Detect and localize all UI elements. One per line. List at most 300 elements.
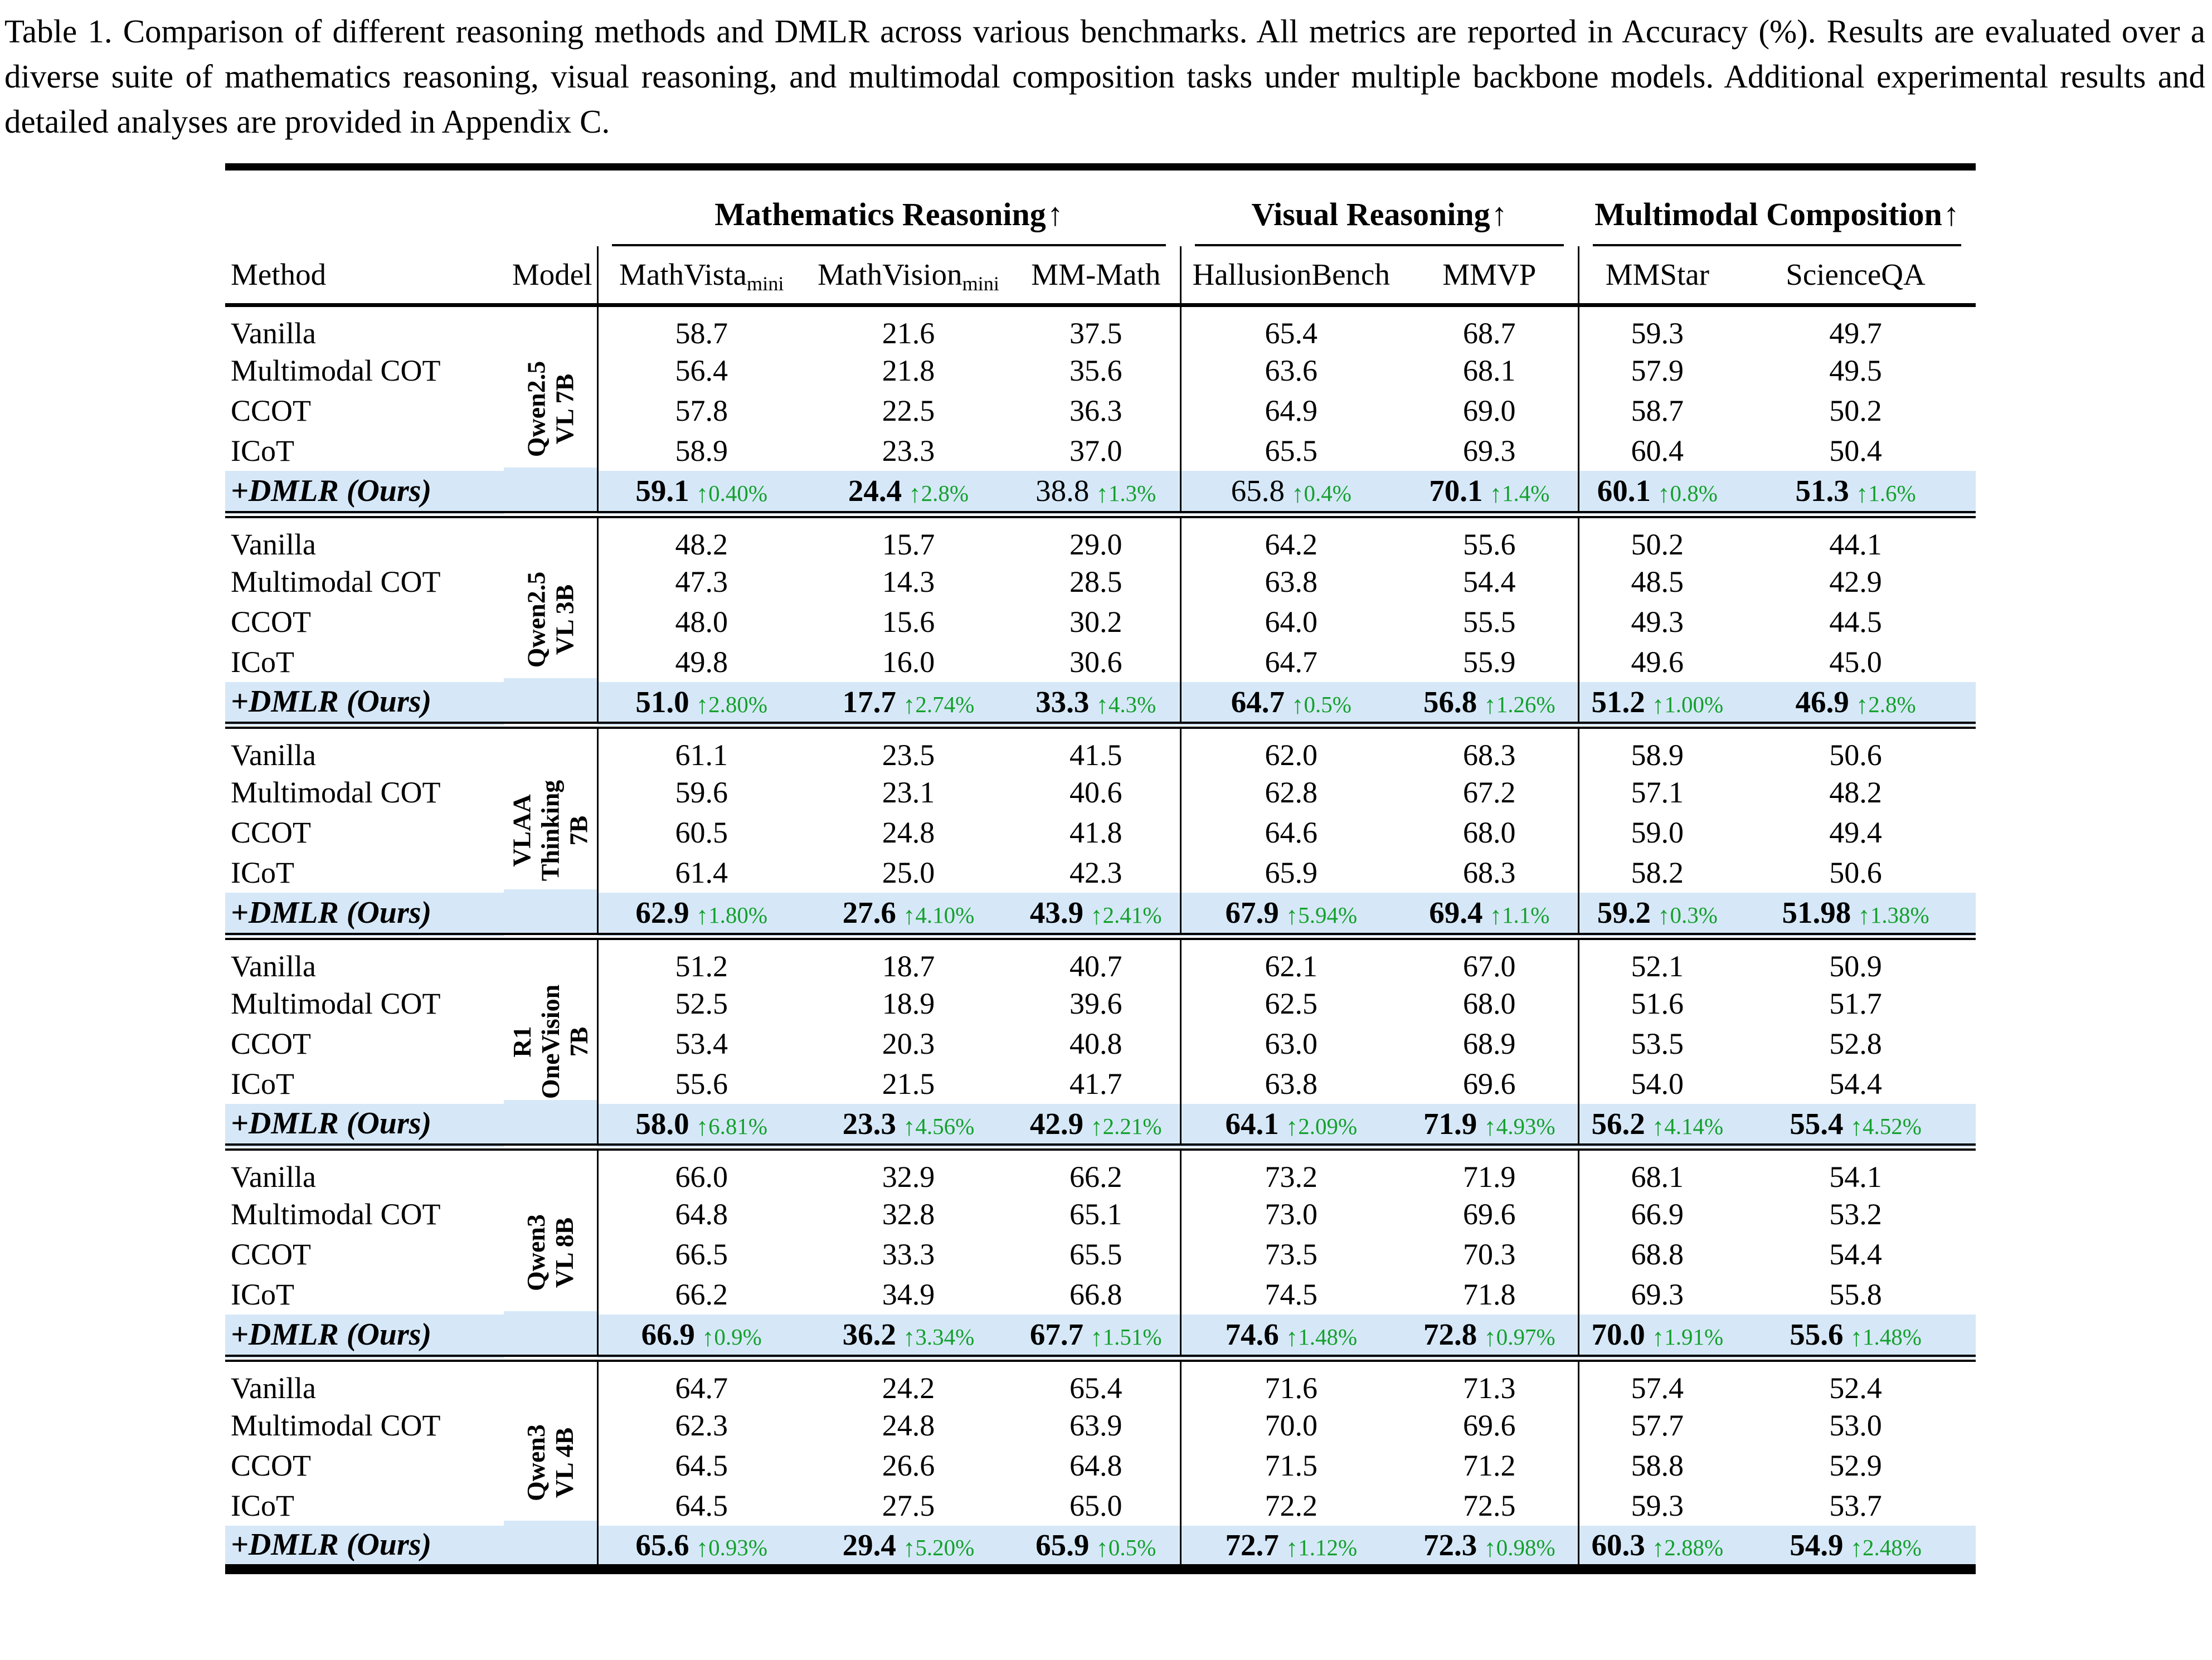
- method-row: [225, 1064, 1976, 1104]
- metric-value: 60.4: [1578, 431, 1735, 471]
- metric-value: 49.8: [597, 642, 805, 682]
- metric-value: 57.9: [1578, 351, 1735, 391]
- metric-value: 47.3: [597, 562, 805, 602]
- dmlr-value: 54.9: [1790, 1527, 1844, 1562]
- model-name-line: VL 4B: [550, 1427, 579, 1498]
- metric-value: 55.8: [1829, 1278, 1882, 1311]
- dmlr-metric-cell: [1578, 682, 1735, 726]
- dmlr-row: [225, 1104, 1976, 1147]
- metric-value: 33.3: [882, 1238, 935, 1271]
- metric-value: 68.1: [1463, 354, 1516, 387]
- method-row: [225, 726, 1976, 773]
- method-label: Multimodal COT: [231, 1197, 441, 1231]
- group-title: Multimodal Composition: [1594, 196, 1942, 232]
- metric-value: 59.3: [1578, 305, 1735, 351]
- dmlr-value: 51.0: [635, 684, 689, 719]
- up-arrow-icon: ↑: [902, 1323, 916, 1352]
- metric-value: 50.4: [1829, 434, 1882, 468]
- dmlr-method-label: +DMLR (Ours): [225, 1104, 504, 1147]
- dmlr-delta-percent: 2.88%: [1664, 1534, 1724, 1560]
- dmlr-delta-percent: 2.21%: [1102, 1113, 1162, 1139]
- dmlr-value: 65.9: [1035, 1527, 1090, 1562]
- dmlr-delta-percent: 0.98%: [1496, 1534, 1555, 1560]
- up-arrow-icon: ↑: [902, 1112, 916, 1141]
- dmlr-method-label: +DMLR (Ours): [225, 682, 504, 726]
- dmlr-value: 60.1: [1597, 474, 1651, 508]
- dmlr-metric-cell: [1012, 1315, 1180, 1358]
- metric-value: 24.8: [882, 816, 935, 849]
- metric-value: 57.1: [1578, 772, 1735, 812]
- metric-value: 60.5: [597, 812, 805, 853]
- col-header-mm-math: MM-Math: [1012, 246, 1180, 305]
- method-label: ICoT: [231, 434, 294, 468]
- metric-value: 40.8: [1069, 1026, 1122, 1060]
- dmlr-improvement: [1645, 1113, 1723, 1139]
- metric-value: 71.2: [1463, 1448, 1516, 1482]
- metric-value: 27.5: [882, 1488, 935, 1522]
- model-label-rotated: [504, 305, 597, 515]
- up-arrow-icon: ↑: [1489, 902, 1502, 930]
- dmlr-metric-cell: [1180, 682, 1401, 726]
- dmlr-improvement: [1083, 1324, 1161, 1350]
- dmlr-value: 62.9: [635, 895, 689, 930]
- metric-value: 59.3: [1578, 1486, 1735, 1526]
- dmlr-value: 56.2: [1591, 1106, 1645, 1141]
- dmlr-metric-cell: [1735, 682, 1976, 726]
- dmlr-metric-cell: [1401, 1315, 1578, 1358]
- dmlr-delta-percent: 1.1%: [1501, 902, 1550, 928]
- method-label: Vanilla: [231, 1371, 316, 1405]
- metric-value: 64.8: [1069, 1448, 1122, 1482]
- dmlr-value: 51.98: [1782, 895, 1851, 930]
- metric-value: 71.3: [1463, 1371, 1516, 1405]
- up-arrow-icon: ↑: [902, 902, 916, 930]
- up-arrow-icon: ↑: [1285, 902, 1299, 930]
- metric-value: 62.5: [1180, 984, 1401, 1024]
- model-label-rotated: [504, 1147, 597, 1359]
- dmlr-delta-percent: 5.20%: [915, 1534, 975, 1560]
- method-row: [225, 1024, 1976, 1064]
- dmlr-improvement: [1645, 692, 1723, 717]
- group-header-multimodal-composition: [1578, 167, 1976, 246]
- dmlr-improvement: [1285, 480, 1351, 506]
- metric-value: 55.6: [1463, 527, 1516, 561]
- metric-value: 45.0: [1829, 645, 1882, 679]
- dmlr-metric-cell: [1735, 471, 1976, 514]
- metric-value: 20.3: [882, 1026, 935, 1060]
- method-label: Multimodal COT: [231, 986, 441, 1020]
- dmlr-value: 42.9: [1029, 1106, 1084, 1141]
- metric-value: 21.5: [882, 1067, 935, 1101]
- method-row: [225, 391, 1976, 431]
- dmlr-metric-cell: [1578, 1315, 1735, 1358]
- dmlr-improvement: [1849, 480, 1916, 506]
- dmlr-value: 36.2: [842, 1317, 896, 1352]
- metric-value: 63.8: [1180, 562, 1401, 602]
- results-table: [225, 163, 1976, 1574]
- metric-value: 72.5: [1463, 1488, 1516, 1522]
- dmlr-value: 29.4: [842, 1527, 896, 1562]
- dmlr-metric-cell: [805, 682, 1012, 726]
- col-header-model: Model: [504, 246, 597, 305]
- dmlr-value: 67.7: [1029, 1317, 1084, 1352]
- metric-value: 73.2: [1180, 1147, 1401, 1195]
- dmlr-value: 64.7: [1231, 684, 1285, 719]
- metric-value: 65.5: [1069, 1238, 1122, 1271]
- dmlr-metric-cell: [1012, 1104, 1180, 1147]
- up-arrow-icon: ↑: [1096, 690, 1109, 719]
- metric-value: 18.7: [882, 949, 935, 983]
- dmlr-delta-percent: 4.14%: [1664, 1113, 1724, 1139]
- up-arrow-icon: ↑: [1285, 1534, 1299, 1562]
- metric-value: 68.8: [1578, 1234, 1735, 1274]
- metric-value: 54.4: [1829, 1067, 1882, 1101]
- dmlr-delta-percent: 1.48%: [1298, 1324, 1358, 1350]
- dmlr-delta-percent: 3.34%: [915, 1324, 975, 1350]
- col-header-mmvp: MMVP: [1401, 246, 1578, 305]
- dmlr-metric-cell: [805, 1315, 1012, 1358]
- metric-value: 71.6: [1180, 1358, 1401, 1405]
- dmlr-delta-percent: 0.9%: [714, 1324, 762, 1350]
- method-label: ICoT: [231, 1278, 294, 1311]
- metric-value: 58.2: [1578, 853, 1735, 893]
- metric-value: 64.6: [1180, 812, 1401, 853]
- dmlr-method-label: +DMLR (Ours): [225, 1526, 504, 1569]
- dmlr-delta-percent: 0.93%: [708, 1534, 768, 1560]
- col-header-mathvision: MathVision$_{mini}$: [805, 246, 1012, 305]
- model-block: [225, 514, 1976, 726]
- metric-value: 58.8: [1578, 1445, 1735, 1486]
- metric-value: 52.8: [1829, 1026, 1882, 1060]
- up-arrow-icon: ↑: [1090, 1323, 1103, 1352]
- up-arrow-icon: ↑: [696, 480, 709, 508]
- dmlr-metric-cell: [1735, 893, 1976, 936]
- dmlr-metric-cell: [1401, 682, 1578, 726]
- metric-value: 51.7: [1829, 986, 1882, 1020]
- up-arrow-icon: ↑: [1651, 1112, 1665, 1141]
- dmlr-value: 60.3: [1591, 1527, 1645, 1562]
- group-title: Visual Reasoning: [1251, 196, 1490, 232]
- model-name-line: VL 8B: [550, 1217, 579, 1288]
- metric-value: 55.6: [597, 1064, 805, 1104]
- dmlr-metric-cell: [1735, 1104, 1976, 1147]
- metric-value: 52.1: [1578, 936, 1735, 984]
- metric-value: 69.3: [1578, 1274, 1735, 1315]
- dmlr-value: 69.4: [1429, 895, 1483, 930]
- method-label: Vanilla: [231, 738, 316, 772]
- dmlr-value: 51.2: [1591, 684, 1645, 719]
- metric-value: 68.1: [1578, 1147, 1735, 1195]
- metric-value: 67.0: [1463, 949, 1516, 983]
- dmlr-metric-cell: [1578, 1526, 1735, 1569]
- dmlr-metric-cell: [597, 1104, 805, 1147]
- dmlr-delta-percent: 4.10%: [915, 902, 975, 928]
- metric-value: 54.1: [1829, 1160, 1882, 1194]
- method-row: [225, 1147, 1976, 1195]
- dmlr-improvement: [1279, 1535, 1357, 1560]
- dmlr-value: 65.6: [635, 1527, 689, 1562]
- dmlr-improvement: [902, 480, 969, 506]
- dmlr-delta-percent: 2.74%: [915, 691, 975, 717]
- col-header-mmstar: MMStar: [1578, 246, 1735, 305]
- dmlr-improvement: [689, 480, 767, 506]
- dmlr-improvement: [1851, 902, 1929, 928]
- up-arrow-icon: ↑: [696, 1112, 709, 1141]
- metric-value: 53.4: [597, 1024, 805, 1064]
- method-row: [225, 642, 1976, 682]
- dmlr-metric-cell: [1735, 1315, 1976, 1358]
- dmlr-method-label: +DMLR (Ours): [225, 893, 504, 936]
- method-label: Multimodal COT: [231, 564, 441, 598]
- up-arrow-icon: ↑: [1491, 196, 1508, 232]
- method-row: [225, 984, 1976, 1024]
- metric-value: 54.4: [1829, 1238, 1882, 1271]
- metric-value: 48.2: [1829, 776, 1882, 809]
- up-arrow-icon: ↑: [1943, 196, 1960, 232]
- dmlr-improvement: [1477, 1324, 1555, 1350]
- dmlr-value: 67.9: [1225, 895, 1279, 930]
- metric-value: 41.7: [1069, 1067, 1122, 1101]
- dmlr-improvement: [1089, 692, 1156, 717]
- metric-value: 41.8: [1069, 816, 1122, 849]
- up-arrow-icon: ↑: [1855, 690, 1869, 719]
- dmlr-delta-percent: 1.38%: [1870, 902, 1929, 928]
- method-row: [225, 431, 1976, 471]
- dmlr-improvement: [896, 1324, 974, 1350]
- dmlr-improvement: [896, 1113, 974, 1139]
- dmlr-delta-percent: 1.26%: [1496, 691, 1555, 717]
- col-header-hallusionbench: HallusionBench: [1180, 246, 1401, 305]
- metric-value: 51.2: [597, 936, 805, 984]
- metric-value: 57.4: [1578, 1358, 1735, 1405]
- up-arrow-icon: ↑: [1484, 1323, 1496, 1352]
- metric-value: 62.1: [1180, 936, 1401, 984]
- metric-value: 42.9: [1829, 564, 1882, 598]
- metric-value: 30.6: [1069, 645, 1122, 679]
- dmlr-metric-cell: [805, 471, 1012, 514]
- metric-value: 50.6: [1829, 738, 1882, 772]
- dmlr-metric-cell: [1012, 682, 1180, 726]
- model-block: [225, 1358, 1976, 1569]
- results-table-wrap: [225, 163, 1976, 1574]
- metric-value: 73.5: [1180, 1234, 1401, 1274]
- model-name-line: VL 3B: [550, 584, 579, 655]
- dmlr-metric-cell: [1401, 893, 1578, 936]
- metric-value: 61.4: [597, 853, 805, 893]
- model-label-rotated: [504, 1358, 597, 1569]
- metric-value: 48.0: [597, 602, 805, 642]
- dmlr-metric-cell: [1180, 1315, 1401, 1358]
- dmlr-method-label: +DMLR (Ours): [225, 471, 504, 514]
- method-label: CCOT: [231, 605, 312, 639]
- metric-value: 64.2: [1180, 514, 1401, 562]
- dmlr-metric-cell: [1735, 1526, 1976, 1569]
- metric-value: 49.3: [1578, 602, 1735, 642]
- method-row: [225, 562, 1976, 602]
- metric-value: 52.4: [1829, 1371, 1882, 1405]
- method-label: ICoT: [231, 645, 294, 679]
- dmlr-metric-cell: [1012, 893, 1180, 936]
- dmlr-improvement: [1279, 902, 1357, 928]
- metric-value: 74.5: [1180, 1274, 1401, 1315]
- method-label: ICoT: [231, 856, 294, 889]
- metric-value: 64.8: [597, 1194, 805, 1234]
- dmlr-improvement: [1083, 1113, 1161, 1139]
- col-header-mathvista: MathVista$_{mini}$: [597, 246, 805, 305]
- metric-value: 37.5: [1069, 317, 1122, 350]
- metric-value: 65.4: [1180, 305, 1401, 351]
- dmlr-delta-percent: 4.93%: [1496, 1113, 1555, 1139]
- dmlr-metric-cell: [1401, 1104, 1578, 1147]
- metric-value: 52.5: [597, 984, 805, 1024]
- metric-value: 49.5: [1829, 354, 1882, 387]
- dmlr-improvement: [689, 692, 767, 717]
- dmlr-improvement: [1645, 1535, 1723, 1560]
- metric-value: 37.0: [1069, 434, 1122, 468]
- metric-value: 68.0: [1463, 816, 1516, 849]
- dmlr-method-label: +DMLR (Ours): [225, 1315, 504, 1358]
- up-arrow-icon: ↑: [696, 690, 709, 719]
- metric-value: 58.9: [1578, 726, 1735, 773]
- dmlr-improvement: [1645, 1324, 1723, 1350]
- model-name-line: 7B: [564, 815, 593, 846]
- dmlr-delta-percent: 1.51%: [1102, 1324, 1162, 1350]
- metric-value: 69.6: [1463, 1067, 1516, 1101]
- dmlr-delta-percent: 5.94%: [1298, 902, 1358, 928]
- metric-value: 68.9: [1463, 1026, 1516, 1060]
- method-label: CCOT: [231, 1026, 312, 1060]
- metric-value: 61.1: [597, 726, 805, 773]
- metric-value: 28.5: [1069, 564, 1122, 598]
- metric-value: 44.5: [1829, 605, 1882, 639]
- dmlr-improvement: [1477, 1113, 1555, 1139]
- up-arrow-icon: ↑: [696, 1534, 709, 1562]
- method-label: CCOT: [231, 816, 312, 849]
- method-row: [225, 853, 1976, 893]
- metric-value: 69.3: [1463, 434, 1516, 468]
- metric-value: 65.1: [1069, 1197, 1122, 1231]
- up-arrow-icon: ↑: [1651, 690, 1665, 719]
- dmlr-row: [225, 682, 1976, 726]
- metric-value: 23.1: [882, 776, 935, 809]
- model-name-line: VLAA: [507, 794, 536, 867]
- method-row: [225, 1445, 1976, 1486]
- subscript-mini: mini: [962, 272, 1000, 295]
- column-header-row: [225, 246, 1976, 305]
- dmlr-delta-percent: 0.3%: [1670, 902, 1718, 928]
- model-name-line: R1: [507, 1026, 536, 1058]
- dmlr-row: [225, 1315, 1976, 1358]
- dmlr-value: 70.0: [1591, 1317, 1645, 1352]
- up-arrow-icon: ↑: [1850, 1112, 1863, 1141]
- dmlr-delta-percent: 0.4%: [1304, 480, 1351, 507]
- dmlr-improvement: [689, 1535, 767, 1560]
- dmlr-metric-cell: [805, 893, 1012, 936]
- up-arrow-icon: ↑: [908, 480, 921, 508]
- method-label: Vanilla: [231, 317, 316, 350]
- dmlr-delta-percent: 1.48%: [1862, 1324, 1922, 1350]
- dmlr-metric-cell: [1578, 1104, 1735, 1147]
- metric-value: 64.7: [597, 1358, 805, 1405]
- dmlr-metric-cell: [1180, 1526, 1401, 1569]
- metric-value: 23.3: [882, 434, 935, 468]
- dmlr-value: 58.0: [635, 1106, 689, 1141]
- dmlr-delta-percent: 0.5%: [1108, 1534, 1156, 1560]
- dmlr-delta-percent: 2.09%: [1298, 1113, 1358, 1139]
- dmlr-value: 55.4: [1790, 1106, 1844, 1141]
- metric-value: 72.2: [1180, 1486, 1401, 1526]
- model-block: [225, 936, 1976, 1147]
- dmlr-delta-percent: 1.3%: [1108, 480, 1156, 507]
- model-name-line: Thinking: [536, 780, 565, 882]
- metric-value: 35.6: [1069, 354, 1122, 387]
- dmlr-delta-percent: 2.8%: [921, 480, 969, 507]
- dmlr-delta-percent: 1.91%: [1664, 1324, 1724, 1350]
- metric-value: 16.0: [882, 645, 935, 679]
- metric-value: 32.8: [882, 1197, 935, 1231]
- up-arrow-icon: ↑: [1096, 480, 1109, 508]
- dmlr-value: 59.2: [1597, 895, 1651, 930]
- dmlr-metric-cell: [597, 893, 805, 936]
- dmlr-delta-percent: 2.48%: [1862, 1534, 1922, 1560]
- dmlr-row: [225, 893, 1976, 936]
- metric-value: 70.3: [1463, 1238, 1516, 1271]
- dmlr-improvement: [1482, 902, 1549, 928]
- metric-value: 53.2: [1829, 1197, 1882, 1231]
- dmlr-delta-percent: 0.5%: [1304, 691, 1351, 717]
- metric-value: 63.6: [1180, 351, 1401, 391]
- method-label: CCOT: [231, 1238, 312, 1271]
- method-row: [225, 602, 1976, 642]
- metric-value: 40.6: [1069, 776, 1122, 809]
- dmlr-improvement: [1083, 902, 1161, 928]
- dmlr-delta-percent: 0.40%: [708, 480, 768, 507]
- metric-value: 64.5: [597, 1445, 805, 1486]
- model-name-line: OneVision: [536, 984, 565, 1099]
- dmlr-value: 43.9: [1029, 895, 1084, 930]
- dmlr-metric-cell: [1180, 893, 1401, 936]
- up-arrow-icon: ↑: [1047, 196, 1063, 232]
- method-label: Vanilla: [231, 527, 316, 561]
- metric-value: 18.9: [882, 986, 935, 1020]
- metric-value: 71.9: [1463, 1160, 1516, 1194]
- metric-value: 54.4: [1463, 564, 1516, 598]
- up-arrow-icon: ↑: [1484, 1112, 1496, 1141]
- model-block: [225, 726, 1976, 937]
- model-name-line: VL 7B: [550, 373, 579, 445]
- up-arrow-icon: ↑: [1858, 902, 1870, 930]
- group-header-visual-reasoning: [1180, 167, 1578, 246]
- metric-value: 58.7: [597, 305, 805, 351]
- up-arrow-icon: ↑: [701, 1323, 714, 1352]
- dmlr-metric-cell: [1578, 893, 1735, 936]
- method-row: [225, 1405, 1976, 1445]
- metric-value: 24.2: [882, 1371, 935, 1405]
- dmlr-improvement: [1843, 1113, 1921, 1139]
- method-label: Multimodal COT: [231, 1408, 441, 1442]
- model-name-line: Qwen2.5: [522, 361, 551, 457]
- method-row: [225, 812, 1976, 853]
- table-caption: Table 1. Comparison of different reasoning methods and DMLR across various benchmarks. All metrics are reported in Accuracy (%). Results are evaluated over a diverse suite of mathematics reasoning, visual reasoning, and multimodal composition tasks under multiple backbone models. Additional experimental results and detailed analyses are provided in Appendix C.: [4, 13, 2205, 140]
- metric-value: 58.7: [1578, 391, 1735, 431]
- dmlr-delta-percent: 1.80%: [708, 902, 768, 928]
- dmlr-metric-cell: [597, 1526, 805, 1569]
- dmlr-value: 72.3: [1423, 1527, 1477, 1562]
- method-row: [225, 772, 1976, 812]
- method-label: Multimodal COT: [231, 776, 441, 809]
- table-header: [225, 167, 1976, 305]
- metric-value: 65.9: [1180, 853, 1401, 893]
